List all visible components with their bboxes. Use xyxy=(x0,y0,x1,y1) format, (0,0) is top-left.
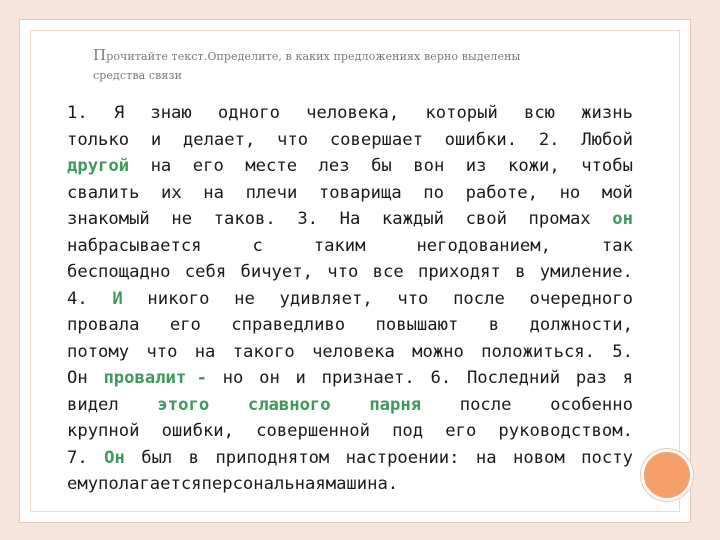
highlighted-word: парня xyxy=(369,394,422,415)
word: бичует, xyxy=(240,262,313,282)
word: удивляет, xyxy=(279,288,373,309)
word: ошибки. xyxy=(444,129,518,150)
text-line xyxy=(67,259,633,286)
word: знакомый xyxy=(67,209,150,229)
decorative-orange-circle xyxy=(641,449,693,501)
heading-capital: П xyxy=(93,46,107,64)
word: свалить xyxy=(67,182,140,203)
word: должности, xyxy=(529,315,633,335)
word: его xyxy=(445,421,477,441)
word: машина. xyxy=(325,474,399,494)
text-line xyxy=(67,339,633,366)
word: его xyxy=(169,315,201,335)
word: чтобы xyxy=(581,156,633,176)
highlighted-word: другой xyxy=(67,156,130,176)
word: плечи xyxy=(245,182,298,203)
word: что xyxy=(327,262,359,282)
word: в xyxy=(488,315,500,335)
word: я xyxy=(622,368,633,388)
text-line xyxy=(67,233,633,260)
word: посту xyxy=(581,447,633,468)
word: себя xyxy=(184,262,227,282)
word: беспощадно xyxy=(67,262,171,282)
word: знаю xyxy=(150,103,192,123)
word: На xyxy=(339,209,361,229)
text-line xyxy=(67,206,633,233)
text-line xyxy=(67,100,633,127)
word: вон xyxy=(413,156,445,176)
word: на xyxy=(475,447,497,468)
word: после xyxy=(453,288,505,309)
word: ему xyxy=(67,474,99,494)
word: что xyxy=(277,129,309,150)
word: раз xyxy=(575,368,607,388)
word: с xyxy=(252,235,263,256)
word: что xyxy=(146,341,178,362)
word: не xyxy=(234,288,255,309)
text-line xyxy=(67,127,633,154)
exercise-text xyxy=(67,100,633,498)
word: положиться. xyxy=(481,341,595,362)
text-line xyxy=(67,312,633,339)
word: но xyxy=(559,182,581,203)
word: его xyxy=(192,156,224,176)
highlighted-word: он xyxy=(612,209,633,229)
word: признает. xyxy=(321,368,415,388)
word: можно xyxy=(412,341,464,362)
word: 5. xyxy=(612,341,633,362)
word: что xyxy=(397,288,429,309)
word: человека, xyxy=(306,103,400,123)
word: Я xyxy=(113,103,125,123)
word: 3. xyxy=(297,209,319,229)
word: 4. xyxy=(67,288,88,309)
word: был xyxy=(141,447,173,468)
word: по xyxy=(423,182,444,203)
word: их xyxy=(161,182,182,203)
word: работе, xyxy=(465,182,538,203)
word: провала xyxy=(67,315,140,335)
word: совершает xyxy=(329,129,423,150)
word: новом xyxy=(513,447,565,468)
text-line xyxy=(67,418,633,445)
word: и xyxy=(295,368,306,388)
word: товарища xyxy=(318,182,402,203)
word: полагается xyxy=(98,474,202,494)
word: никого xyxy=(147,288,210,309)
word: 2. xyxy=(538,129,560,150)
word: но xyxy=(222,368,244,388)
word: все xyxy=(372,262,404,282)
word: в xyxy=(188,447,200,468)
word: свой xyxy=(465,209,507,229)
word: настроении: xyxy=(345,447,460,468)
highlighted-word: провалит - xyxy=(103,368,207,388)
word: из xyxy=(465,156,487,176)
word: делает, xyxy=(182,129,256,150)
word: 6. xyxy=(430,368,452,388)
text-line xyxy=(67,180,633,207)
highlighted-word: этого xyxy=(157,394,210,415)
text-line xyxy=(67,392,633,419)
highlighted-word: славного xyxy=(247,394,331,415)
word: месте xyxy=(245,156,298,176)
task-heading xyxy=(93,46,653,85)
word: таким xyxy=(313,235,366,256)
word: 7. xyxy=(67,447,88,468)
word: кожи, xyxy=(507,156,560,176)
word: повышают xyxy=(375,315,459,335)
word: Последний xyxy=(466,368,561,388)
word: совершенной xyxy=(256,421,370,441)
word: так xyxy=(601,235,633,256)
word: только xyxy=(67,129,130,150)
highlighted-word: И xyxy=(112,288,123,309)
word: всю xyxy=(523,103,556,123)
word: персональная xyxy=(201,474,326,494)
word: таков. xyxy=(213,209,276,229)
word: после xyxy=(459,394,512,415)
word: на xyxy=(194,341,216,362)
text-line xyxy=(67,153,633,180)
text-line xyxy=(67,365,633,392)
word: 1. xyxy=(67,103,88,123)
word: набрасывается xyxy=(67,235,202,256)
word: на xyxy=(150,156,172,176)
word: он xyxy=(259,368,280,388)
word: очередного xyxy=(529,288,633,309)
word: человека xyxy=(312,341,395,362)
word: в xyxy=(515,262,526,282)
word: жизнь xyxy=(581,103,633,123)
word: особенно xyxy=(550,394,633,415)
word: и xyxy=(150,129,162,150)
text-line xyxy=(67,471,633,498)
word: мой xyxy=(601,182,633,203)
word: видел xyxy=(67,394,119,415)
word: который xyxy=(425,103,498,123)
word: бы xyxy=(371,156,392,176)
word: приподнятом xyxy=(215,447,330,468)
word: Любой xyxy=(581,129,633,150)
word: не xyxy=(171,209,193,229)
word: потому xyxy=(67,341,130,362)
word: под xyxy=(392,421,424,441)
word: справедливо xyxy=(231,315,346,335)
word: промах xyxy=(528,209,591,229)
word: такого xyxy=(232,341,295,362)
heading-line-2: средства связи xyxy=(93,69,183,82)
text-line xyxy=(67,286,633,313)
word: одного xyxy=(217,103,280,123)
heading-line-1 xyxy=(93,46,653,66)
highlighted-word: Он xyxy=(104,447,125,468)
word: руководством. xyxy=(498,421,633,441)
word: крупной xyxy=(67,421,140,441)
word: лез xyxy=(318,156,350,176)
word: Он xyxy=(67,368,88,388)
heading-line-1-rest: рочитайте текст.Определите, в каких предложениях верно выделены xyxy=(106,50,521,63)
word: каждый xyxy=(381,209,444,229)
word: приходят xyxy=(417,262,501,282)
word: негодованием, xyxy=(416,235,551,256)
text-line xyxy=(67,445,633,472)
word: на xyxy=(203,182,224,203)
word: умиление. xyxy=(539,262,633,282)
word: ошибки, xyxy=(161,421,234,441)
